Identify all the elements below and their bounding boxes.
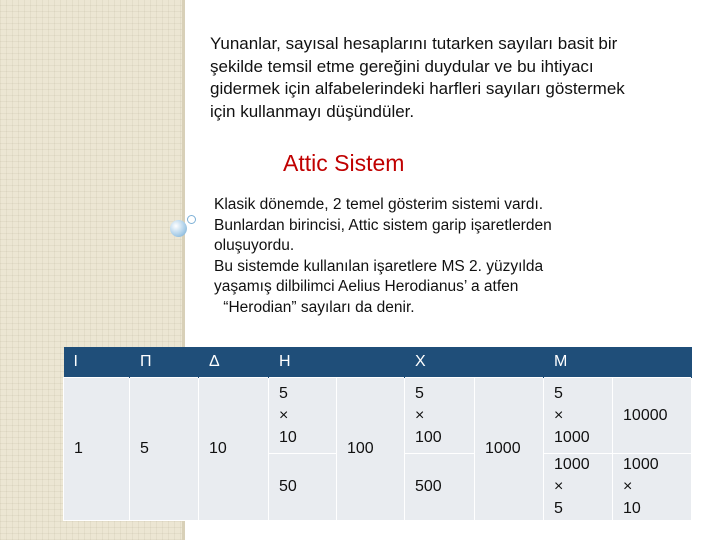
value-mu-high [613, 454, 692, 521]
value-chi-five-hundred: 500 [405, 454, 475, 521]
table-row [64, 378, 692, 454]
cell-line: 1000 [554, 428, 590, 446]
bubble-icon [187, 215, 196, 224]
table-header-row [64, 347, 692, 378]
header-delta: Δ [199, 347, 269, 378]
value-mu-multiplier [544, 378, 613, 454]
cell-line: 5 [554, 384, 563, 402]
value-chi: 1000 [475, 378, 544, 521]
header-pi: Π [130, 347, 199, 378]
value-chi-multiplier [405, 378, 475, 454]
body-paragraph [214, 195, 634, 318]
intro-line: Yunanlar, sayısal hesaplarını tutarken sayıları basit bir [210, 34, 618, 53]
value-pi: 5 [130, 378, 199, 521]
cell-line: × [554, 406, 564, 424]
cell-line: 5 [554, 500, 563, 517]
cell-line: 100 [415, 428, 442, 446]
intro-line: için kullanmayı düşündüler. [210, 101, 415, 121]
value-iota: 1 [64, 378, 130, 521]
cell-line: × [554, 478, 564, 495]
value-delta: 10 [199, 378, 269, 521]
header-chi: Χ [405, 347, 544, 378]
cell-line: 5 [279, 384, 288, 402]
numeral-table [63, 347, 692, 521]
intro-line: şekilde temsil etme gereğini duydular ve bu ihtiyacı [210, 56, 594, 76]
cell-line: 5 [415, 384, 424, 402]
value-eta: 100 [337, 378, 405, 521]
cell-line: × [415, 406, 425, 424]
body-line: oluşuyordu. [214, 237, 295, 254]
cell-line: 1000 [623, 456, 659, 473]
value-mu-low [544, 454, 613, 521]
body-line: “Herodian” sayıları da denir. [219, 298, 415, 316]
cell-line: × [623, 478, 633, 495]
header-eta: Η [269, 347, 405, 378]
value-eta-multiplier [269, 378, 337, 454]
cell-line: × [279, 406, 289, 424]
body-line: yaşamış dilbilimci Aelius Herodianus’ a atfen [214, 278, 519, 295]
slide-heading: Attic Sistem [283, 150, 405, 176]
body-line: Klasik dönemde, 2 temel gösterim sistemi vardı. [214, 196, 544, 213]
body-line: Bu sistemde kullanılan işaretlere MS 2. yüzyılda [214, 257, 544, 275]
value-mu: 10000 [613, 378, 692, 454]
body-line: Bunlardan birincisi, Attic sistem garip işaretlerden [214, 216, 552, 234]
intro-paragraph [210, 33, 705, 123]
value-eta-fifty: 50 [269, 454, 337, 521]
cell-line: 10 [623, 500, 641, 517]
intro-line: gidermek için alfabelerindeki harfleri sayıları göstermek [210, 79, 625, 98]
header-iota: Ι [64, 347, 130, 378]
bubble-icon [170, 220, 187, 237]
cell-line: 10 [279, 428, 297, 446]
cell-line: 1000 [554, 456, 590, 473]
header-mu: Μ [544, 347, 692, 378]
